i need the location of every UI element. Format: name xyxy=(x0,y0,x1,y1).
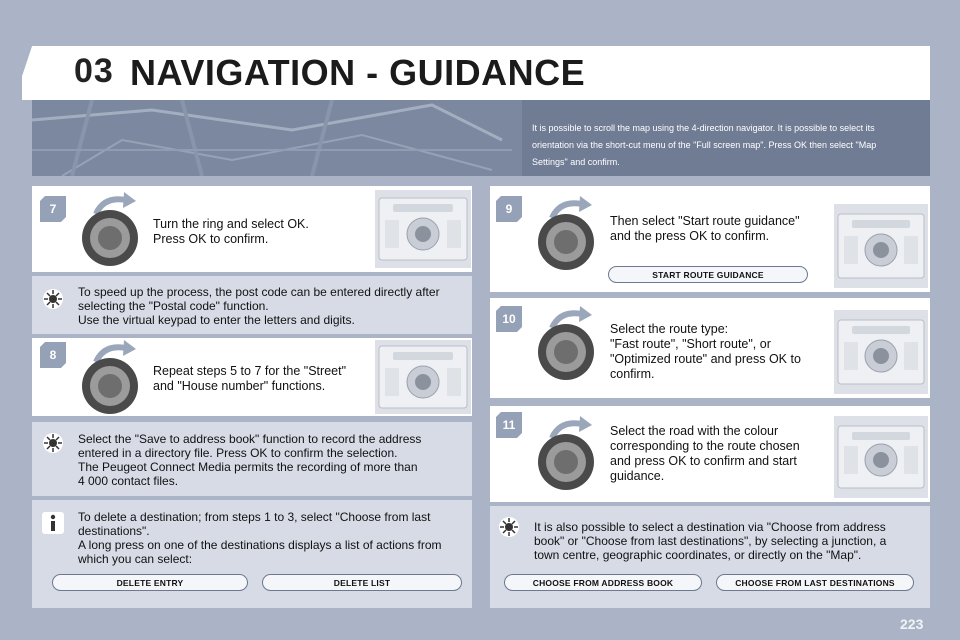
rotary-knob-icon xyxy=(74,192,146,270)
lightbulb-tip-icon xyxy=(42,288,64,310)
title-corner xyxy=(22,46,82,100)
choose-last-destinations-button[interactable]: CHOOSE FROM LAST DESTINATIONS xyxy=(716,574,914,591)
delete-list-button[interactable]: DELETE LIST xyxy=(262,574,462,591)
step-number: 10 xyxy=(502,312,516,326)
step-9-text: Then select "Start route guidance" and the press OK to confirm. xyxy=(610,214,800,243)
step-8-text: Repeat steps 5 to 7 for the "Street" and "House number" functions. xyxy=(153,364,347,393)
tip-delete-text: To delete a destination; from steps 1 to 3, select "Choose from last destinations". A long press on one of the destinations displays a list of actions from which you can select: xyxy=(78,510,442,566)
intro-text: It is possible to scroll the map using the 4-direction navigator. It is possible to select its orientation via the short-cut menu of the "Full screen map". Press OK then select "Map Settings" and confirm. xyxy=(532,123,877,167)
choose-address-book-button[interactable]: CHOOSE FROM ADDRESS BOOK xyxy=(504,574,702,591)
step-7-text: Turn the ring and select OK. Press OK to confirm. xyxy=(153,217,309,246)
step-number: 9 xyxy=(505,202,513,216)
head-unit-panel xyxy=(834,416,928,498)
step-number-badge xyxy=(496,196,522,222)
step-number-badge xyxy=(40,342,66,368)
page-title: NAVIGATION - GUIDANCE xyxy=(130,52,586,93)
step-number-badge xyxy=(40,196,66,222)
tip-choose-text: It is also possible to select a destination via "Choose from address book" or "Choose from last destinations", by selecting a junction, a town centre, geographic coordinates, or directly on the "Map". xyxy=(534,520,887,562)
tip-postcode-text: To speed up the process, the post code can be entered directly after selecting the "Postal code" function. Use the virtual keypad to enter the letters and digits. xyxy=(78,285,440,327)
start-route-guidance-button[interactable]: START ROUTE GUIDANCE xyxy=(608,266,808,283)
rotary-knob-icon xyxy=(530,306,602,384)
step-number: 7 xyxy=(49,202,57,216)
head-unit-panel xyxy=(834,310,928,394)
chapter-number: 03 xyxy=(74,52,114,90)
rotary-knob-icon xyxy=(530,416,602,494)
lightbulb-tip-icon xyxy=(498,516,520,538)
step-number: 8 xyxy=(49,348,57,362)
step-11-text: Select the road with the colour corresponding to the route chosen and press OK to confirm and start guidance. xyxy=(610,424,800,483)
lightbulb-tip-icon xyxy=(42,432,64,454)
rotary-knob-icon xyxy=(530,196,602,274)
delete-entry-button[interactable]: DELETE ENTRY xyxy=(52,574,248,591)
head-unit-panel xyxy=(375,340,471,414)
step-10-text: Select the route type: "Fast route", "Short route", or "Optimized route" and press OK to confirm. xyxy=(610,322,801,381)
head-unit-panel xyxy=(834,204,928,288)
tip-addressbook-text: Select the "Save to address book" function to record the address entered in a directory file. Press OK to confirm the selection. The Peugeot Connect Media permits the recording of more than 4 000 contact files. xyxy=(78,432,422,488)
step-number-badge xyxy=(496,412,522,438)
step-number-badge xyxy=(496,306,522,332)
info-icon xyxy=(42,512,64,534)
rotary-knob-icon xyxy=(74,340,146,418)
head-unit-panel xyxy=(375,190,471,268)
step-number: 11 xyxy=(502,418,516,432)
page-number: 223 xyxy=(900,616,924,632)
